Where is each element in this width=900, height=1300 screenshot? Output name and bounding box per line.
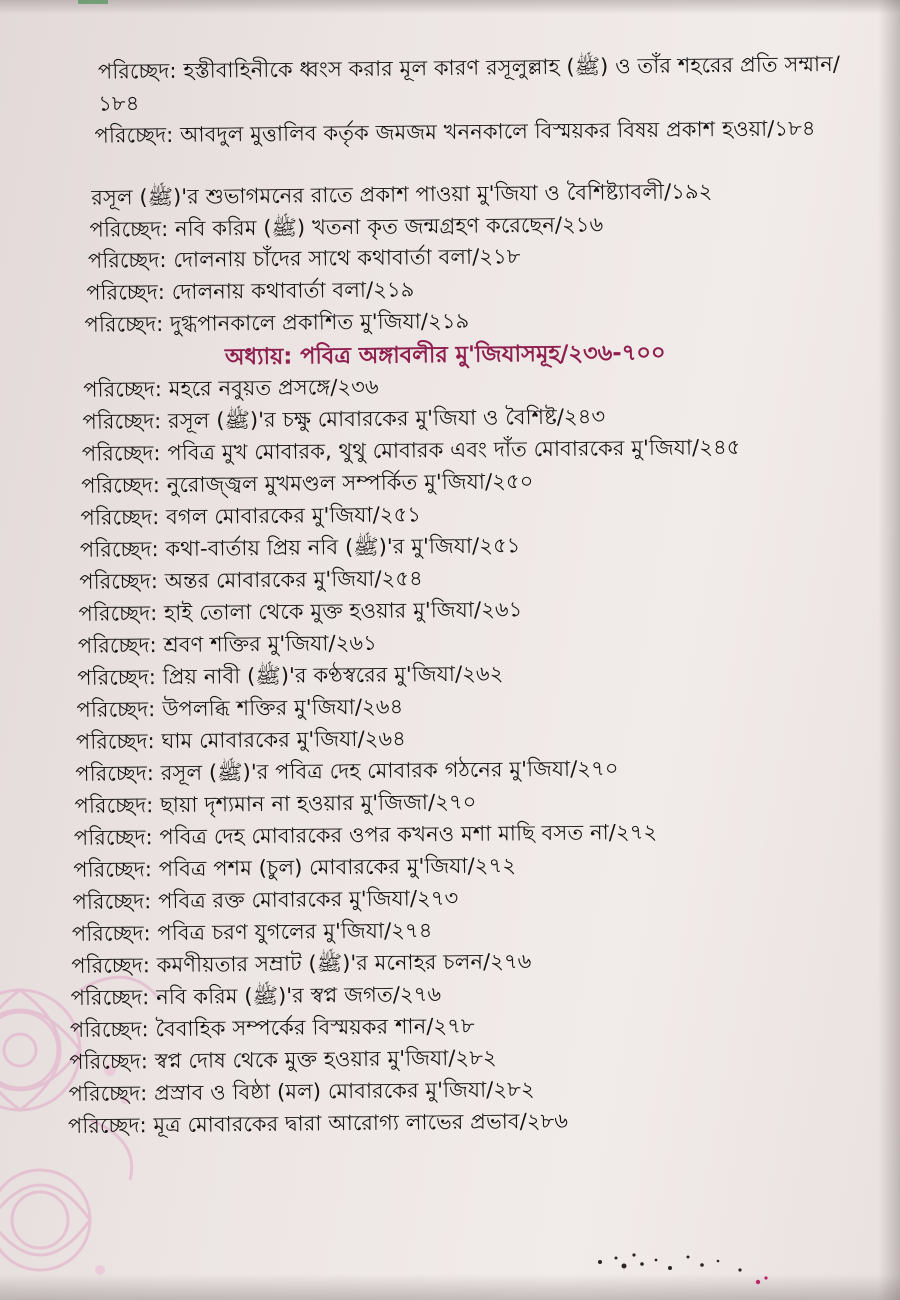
toc-entry: পরিচ্ছেদ: পবিত্র চরণ যুগলের মু'জিযা/২৭৪ — [71, 918, 433, 946]
toc-entry: পরিচ্ছেদ: কথা-বার্তায় প্রিয় নবি (ﷺ)'র মু'জিযা/২৫১ — [79, 533, 521, 562]
page-shadow-right — [878, 0, 900, 1300]
toc-entry: পরিচ্ছেদ: দোলনায় কথাবার্তা বলা/২১৯ — [86, 277, 415, 305]
toc-entry: পরিচ্ছেদ: পবিত্র রক্ত মোবারকের মু'জিযা/২৭৩ — [72, 885, 459, 914]
toc-entry: পরিচ্ছেদ: স্বপ্ন দোষ থেকে মুক্ত হওয়ার মু'জিযা/২৮২ — [69, 1045, 497, 1075]
toc-entry: পরিচ্ছেদ: অন্তর মোবারকের মু'জিযা/২৫৪ — [79, 566, 423, 594]
toc-entry: পরিচ্ছেদ: নুরোজ্জ্বল মুখমণ্ডল সম্পর্কিত মু'জিযা/২৫০ — [81, 469, 534, 498]
toc-entry: পরিচ্ছেদ: কমণীয়তার সম্রাট (ﷺ)'র মনোহর চলন/২৭৬ — [71, 949, 532, 978]
toc-entry: রসূল (ﷺ)'র শুভাগমনের রাতে প্রকাশ পাওয়া মু'জিযা ও বৈশিষ্ট্যাবলী/১৯২ — [91, 179, 713, 210]
toc-entry: পরিচ্ছেদ: ছায়া দৃশ্যমান না হওয়ার মু'জিজা/২৭০ — [74, 789, 477, 818]
toc-entry: পরিচ্ছেদ: ঘাম মোবারকের মু'জিযা/২৬৪ — [75, 726, 407, 754]
chapter-heading: অধ্যায়: পবিত্র অঙ্গাবলীর মু'জিযাসমূহ/২৩৬-৭০০ — [224, 339, 666, 371]
toc-entry: পরিচ্ছেদ: প্রস্রাব ও বিষ্ঠা (মল) মোবারকের মু'জিযা/২৮২ — [68, 1077, 535, 1107]
toc-entry: পরিচ্ছেদ: হাই তোলা থেকে মুক্ত হওয়ার মু'জিযা/২৬১ — [78, 597, 523, 626]
page-shadow-bottom — [0, 1274, 900, 1300]
toc-entry: পরিচ্ছেদ: পবিত্র মুখ মোবারক, থুথু মোবারক এবং দাঁত মোবারকের মু'জিযা/২৪৫ — [81, 434, 741, 466]
toc-entry: পরিচ্ছেদ: প্রিয় নাবী (ﷺ)'র কণ্ঠস্বরের মু'জিযা/২৬২ — [77, 661, 504, 690]
toc-entry: পরিচ্ছেদ: মহরে নবুয়ত প্রসঙ্গে/২৩৬ — [83, 374, 379, 402]
toc-entry: পরিচ্ছেদ: হস্তীবাহিনীকে ধ্বংস করার মূল কারণ রসূলুল্লাহ (ﷺ) ও তাঁর শহরের প্রতি সম্মান/১৮৪ — [97, 51, 841, 116]
toc-entry: পরিচ্ছেদ: আবদুল মুত্তালিব কর্তৃক জমজম খননকালে বিস্ময়কর বিষয় প্রকাশ হওয়া/১৮৪ — [94, 116, 816, 148]
toc-entry: পরিচ্ছেদ: রসূল (ﷺ)'র পবিত্র দেহ মোবারক গঠনের মু'জিযা/২৭০ — [75, 756, 619, 786]
toc-entry: পরিচ্ছেদ: রসূল (ﷺ)'র চক্ষু মোবারকের মু'জিযা ও বৈশিষ্ট/২৪৩ — [82, 404, 606, 434]
toc-entry: পরিচ্ছেদ: দোলনায় চাঁদের সাথে কথাবার্তা বলা/২১৮ — [87, 244, 521, 273]
toc-entry: পরিচ্ছেদ: উপলব্ধি শক্তির মু'জিযা/২৬৪ — [76, 694, 404, 722]
toc-entry: পরিচ্ছেদ: বৈবাহিক সম্পর্কের বিস্ময়কর শান/২৭৮ — [69, 1013, 475, 1042]
toc-entry: পরিচ্ছেদ: নবি করিম (ﷺ)'র স্বপ্ন জগত/২৭৬ — [70, 982, 442, 1010]
toc-entry: পরিচ্ছেদ: মূত্র মোবারকের দ্বারা আরোগ্য লাভের প্রভাব/২৮৬ — [67, 1108, 569, 1139]
toc-entry: পরিচ্ছেদ: বগল মোবারকের মু'জিযা/২৫১ — [80, 502, 422, 530]
toc-entry: পরিচ্ছেদ: নবি করিম (ﷺ) খতনা কৃত জন্মগ্রহণ করেছেন/২১৬ — [89, 212, 604, 242]
toc-entry: পরিচ্ছেদ: পবিত্র দেহ মোবারকের ওপর কখনও মশা মাছি বসত না/২৭২ — [73, 819, 658, 850]
toc-entry: পরিচ্ছেদ: পবিত্র পশম (চুল) মোবারকের মু'জিযা/২৭২ — [73, 853, 517, 882]
toc-entry: পরিচ্ছেদ: শ্রবণ শক্তির মু'জিযা/২৬১ — [77, 630, 377, 658]
page-shadow-top — [0, 0, 900, 14]
toc-entry: পরিচ্ছেদ: দুগ্ধপানকালে প্রকাশিত মু'জিযা/২১৯ — [84, 308, 470, 337]
